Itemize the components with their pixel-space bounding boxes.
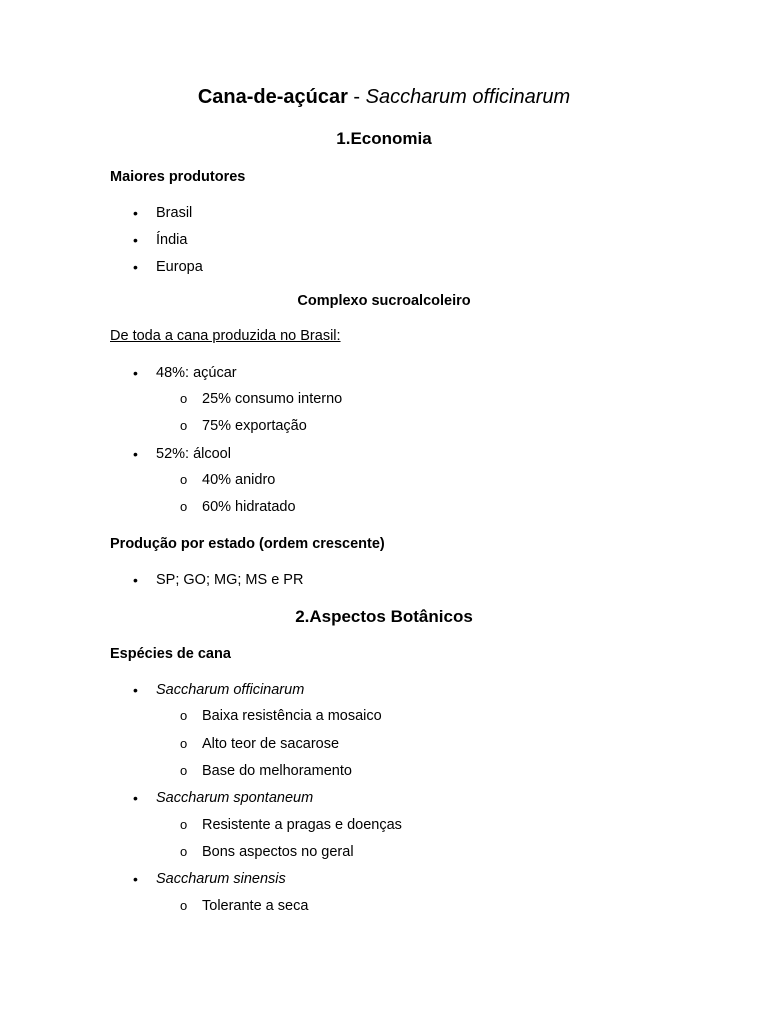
list-item: 48%: açúcar (156, 365, 237, 381)
sub-list-item: 25% consumo interno (202, 391, 343, 407)
sub-bullet-glyph: o (180, 499, 188, 514)
list-item: 52%: álcool (156, 446, 231, 462)
sub-bullet-glyph: o (180, 708, 188, 723)
bullet-glyph: • (133, 205, 138, 221)
list-item: SP; GO; MG; MS e PR (156, 572, 304, 588)
sub-list-item: Tolerante a seca (202, 898, 309, 914)
sub-bullet-glyph: o (180, 763, 188, 778)
bullet-glyph: • (133, 259, 138, 275)
list-item: Saccharum spontaneum (156, 790, 314, 806)
subheading-producao-por-estado: Produção por estado (ordem crescente) (110, 536, 385, 552)
subheading-complexo-sucroalcoleiro: Complexo sucroalcoleiro (297, 293, 471, 309)
bullet-glyph: • (133, 446, 138, 462)
section-heading-economia: 1.Economia (336, 129, 432, 148)
sub-bullet-glyph: o (180, 817, 188, 832)
bullet-glyph: • (133, 572, 138, 588)
subheading-maiores-produtores: Maiores produtores (110, 169, 246, 185)
list-item: Índia (156, 232, 188, 248)
sub-list-item: 40% anidro (202, 472, 276, 488)
intro-underlined: De toda a cana produzida no Brasil: (110, 328, 341, 344)
sub-bullet-glyph: o (180, 844, 188, 859)
document-title (0, 85, 768, 109)
title-common-name: Cana-de-açúcar (197, 86, 348, 108)
sub-list-item: Base do melhoramento (202, 763, 352, 779)
bullet-glyph: • (133, 871, 138, 887)
sub-list-item: Resistente a pragas e doenças (202, 817, 402, 833)
bullet-glyph: • (133, 365, 138, 381)
sub-bullet-glyph: o (180, 736, 188, 751)
sub-list-item: Bons aspectos no geral (202, 844, 354, 860)
sub-bullet-glyph: o (180, 418, 188, 433)
sub-list-item: 60% hidratado (202, 499, 296, 515)
sub-bullet-glyph: o (180, 472, 188, 487)
subheading-especies-de-cana: Espécies de cana (110, 646, 231, 662)
list-item: Saccharum sinensis (156, 871, 286, 887)
list-item: Europa (156, 259, 203, 275)
list-item: Saccharum officinarum (156, 682, 305, 698)
bullet-glyph: • (133, 790, 138, 806)
title-separator: - (347, 86, 366, 108)
sub-list-item: 75% exportação (202, 418, 307, 434)
title-scientific-name: Saccharum officinarum (365, 86, 571, 108)
sub-list-item: Alto teor de sacarose (202, 736, 340, 752)
list-item: Brasil (156, 205, 193, 221)
sub-bullet-glyph: o (180, 898, 188, 913)
section-heading-aspectos-botanicos: 2.Aspectos Botânicos (295, 607, 473, 626)
sub-bullet-glyph: o (180, 391, 188, 406)
sub-list-item: Baixa resistência a mosaico (202, 708, 382, 724)
bullet-glyph: • (133, 682, 138, 698)
bullet-glyph: • (133, 232, 138, 248)
